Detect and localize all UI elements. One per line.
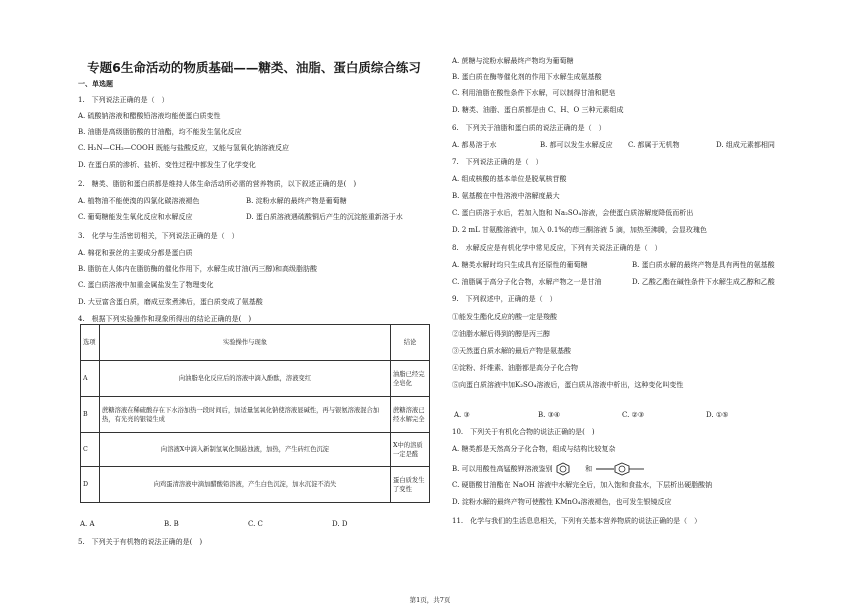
table-cell-operation: 蔗糖溶液在稀硫酸存在下水浴加热一段时间后，加适量氢氧化钠使溶液显碱性，再与银氨溶液混合加热，有光亮的银镜生成 xyxy=(100,397,391,433)
q11-stem: 11. 化学与我们的生活息息相关，下列有关基本营养物质的说法正确的是（ ） xyxy=(452,517,702,525)
table-cell-option: A xyxy=(81,361,100,397)
q4-option-d: D. D xyxy=(332,520,348,528)
q7-stem: 7. 下列说法正确的是（ ） xyxy=(452,158,543,166)
q7-option-b: B. 氨基酸在中性溶液中溶解度最大 xyxy=(452,192,560,200)
q9-option-b: B. ③④ xyxy=(538,411,561,419)
table-header-row xyxy=(81,325,430,361)
q10-option-c: C. 硬脂酸甘油酯在 NaOH 溶液中水解完全后，加入饱和食盐水，下层析出硬脂酸钠 xyxy=(452,481,713,489)
q8-option-d: D. 乙酸乙酯在碱性条件下水解生成乙醇和乙酸 xyxy=(632,278,775,286)
q3-option-d: D. 大豆富含蛋白质，磨成豆浆煮沸后，蛋白质变成了氨基酸 xyxy=(78,298,263,306)
q2-option-c: C. 葡萄糖能发生氧化反应和水解反应 xyxy=(78,213,193,221)
q1-option-b: B. 油脂是高级脂肪酸的甘油酯，均不能发生氢化反应 xyxy=(78,128,242,136)
q6-option-a: A. 都易溶于水 xyxy=(452,141,497,149)
q6-option-d: D. 组成元素都相同 xyxy=(716,141,775,149)
table-cell-operation: 向溶液X中滴入新制氢氧化铜悬浊液，加热，产生砖红色沉淀 xyxy=(100,433,391,467)
table-cell-operation: 向鸡蛋清溶液中滴加醋酸铅溶液，产生白色沉淀，加水沉淀不消失 xyxy=(100,467,391,503)
table-cell-conclusion: 蔗糖溶液已经水解完全 xyxy=(391,397,430,433)
table-row xyxy=(81,433,430,467)
q4-option-a: A. A xyxy=(80,520,95,528)
q9-option-c: C. ②③ xyxy=(622,411,645,419)
table-cell-conclusion: 油脂已经完全皂化 xyxy=(391,361,430,397)
q5-option-a: A. 蔗糖与淀粉水解最终产物均为葡萄糖 xyxy=(452,57,574,65)
table-row xyxy=(81,397,430,433)
table-cell-option: D xyxy=(81,467,100,503)
q9-statement-4: ④淀粉、纤维素、油脂都是高分子化合物 xyxy=(452,364,578,372)
table-header-operation: 实验操作与现象 xyxy=(100,325,391,361)
q5-option-d: D. 糖类、油脂、蛋白质都是由 C、H、O 三种元素组成 xyxy=(452,106,624,114)
q10-option-b-and: 和 xyxy=(585,465,593,473)
q1-option-d: D. 在蛋白质的渗析、盐析、变性过程中都发生了化学变化 xyxy=(78,161,256,169)
q6-stem: 6. 下列关于油脂和蛋白质的说法正确的是（ ） xyxy=(452,124,606,132)
q6-option-c: C. 都属于无机物 xyxy=(628,141,680,149)
q3-option-c: C. 蛋白质溶液中加重金属盐发生了物理变化 xyxy=(78,281,214,289)
q4-stem: 4. 根据下列实验操作和现象所得出的结论正确的是( ) xyxy=(78,315,252,323)
q8-option-c: C. 油脂属于高分子化合物，水解产物之一是甘油 xyxy=(452,278,602,286)
q2-option-d: D. 蛋白质溶液遇硫酸铜后产生的沉淀能重新溶于水 xyxy=(246,213,403,221)
table-cell-operation: 向油脂皂化反应后的溶液中滴入酚酞，溶液变红 xyxy=(100,361,391,397)
q10-option-d: D. 淀粉水解的最终产物可使酸性 KMnO₄溶液褪色，也可发生银镜反应 xyxy=(452,498,672,506)
q2-option-b: B. 淀粉水解的最终产物是葡萄糖 xyxy=(246,197,347,205)
page-footer: 第1页，共7页 xyxy=(409,596,451,604)
q5-stem: 5. 下列关于有机物的说法正确的是( ) xyxy=(78,538,203,546)
section-heading: 一、单选题 xyxy=(78,80,113,88)
toluene-structure-icon xyxy=(594,462,658,476)
q9-statement-2: ②油脂水解后得到的醇是丙三醇 xyxy=(452,330,550,338)
q10-option-b xyxy=(452,462,658,476)
q1-option-c: C. H₂N—CH₂—COOH 既能与盐酸反应，又能与氢氧化钠溶液反应 xyxy=(78,144,290,152)
q9-statement-1: ①能发生酯化反应的酸一定是羧酸 xyxy=(452,313,557,321)
q3-stem: 3. 化学与生活密切相关，下列说法正确的是（ ） xyxy=(78,232,239,240)
q8-stem: 8. 水解反应是有机化学中常见反应，下列有关说法正确的是（ ） xyxy=(452,244,662,252)
q5-option-b: B. 蛋白质在酶等催化剂的作用下水解生成氨基酸 xyxy=(452,73,602,81)
table-row xyxy=(81,467,430,503)
table-cell-option: B xyxy=(81,397,100,433)
q4-option-b: B. B xyxy=(164,520,179,528)
table-header-option: 选项 xyxy=(81,325,100,361)
q10-stem: 10. 下列关于有机化合物的说法正确的是( ) xyxy=(452,428,595,436)
table-cell-conclusion: 蛋白质发生了变性 xyxy=(391,467,430,503)
table-cell-conclusion: X中的溶质一定是醛 xyxy=(391,433,430,467)
q6-option-b: B. 都可以发生水解反应 xyxy=(540,141,613,149)
q7-option-d: D. 2 mL 甘氨酸溶液中，加入 0.1%的茚三酮溶液 5 滴，加热至沸腾，会显玫瑰色 xyxy=(452,226,707,234)
benzene-structure-icon xyxy=(555,462,583,476)
q10-option-a: A. 糖类都是天然高分子化合物，组成与结构比较复杂 xyxy=(452,445,616,453)
q2-option-a: A. 植物油不能使溴的四氯化碳溶液褪色 xyxy=(78,197,200,205)
q7-option-c: C. 蛋白质溶于水后，若加入饱和 Na₂SO₄溶液，会使蛋白质溶解度降低而析出 xyxy=(452,209,694,217)
table-header-conclusion: 结论 xyxy=(391,325,430,361)
q9-option-d: D. ①⑤ xyxy=(706,411,729,419)
q3-option-a: A. 棉花和蚕丝的主要成分都是蛋白质 xyxy=(78,249,193,257)
q1-stem: 1. 下列说法正确的是（ ） xyxy=(78,96,169,104)
experiment-table xyxy=(80,324,430,503)
q4-option-c: C. C xyxy=(248,520,263,528)
q1-option-a: A. 硫酸钠溶液和醋酸铅溶液均能使蛋白质变性 xyxy=(78,112,221,120)
q9-statement-5: ⑤向蛋白质溶液中加K₂SO₄溶液后，蛋白质从溶液中析出，这种变化叫变性 xyxy=(452,381,684,389)
q5-option-c: C. 利用油脂在酸性条件下水解，可以制得甘油和肥皂 xyxy=(452,89,616,97)
q3-option-b: B. 脂肪在人体内在脂肪酶的催化作用下，水解生成甘油(丙三醇)和高级脂肪酸 xyxy=(78,265,318,273)
q8-option-a: A. 糖类水解时均只生成具有还原性的葡萄糖 xyxy=(452,261,588,269)
document-title: 专题6生命活动的物质基础——糖类、油脂、蛋白质综合练习 xyxy=(87,60,421,75)
q9-option-a: A. ③ xyxy=(454,411,470,419)
q9-statement-3: ③天然蛋白质水解的最后产物是氨基酸 xyxy=(452,347,571,355)
table-row xyxy=(81,361,430,397)
q10-option-b-text: B. 可以用酸性高锰酸钾溶液鉴别 xyxy=(452,465,553,473)
q7-option-a: A. 组成核酸的基本单位是脱氧核苷酸 xyxy=(452,175,567,183)
q2-stem: 2. 糖类、脂肪和蛋白质都是维持人体生命活动所必需的营养物质，以下叙述正确的是( ) xyxy=(78,180,357,188)
q9-stem: 9. 下列叙述中，正确的是（ ） xyxy=(452,295,557,303)
table-cell-option: C xyxy=(81,433,100,467)
q8-option-b: B. 蛋白质水解的最终产物是具有两性的氨基酸 xyxy=(632,261,775,269)
